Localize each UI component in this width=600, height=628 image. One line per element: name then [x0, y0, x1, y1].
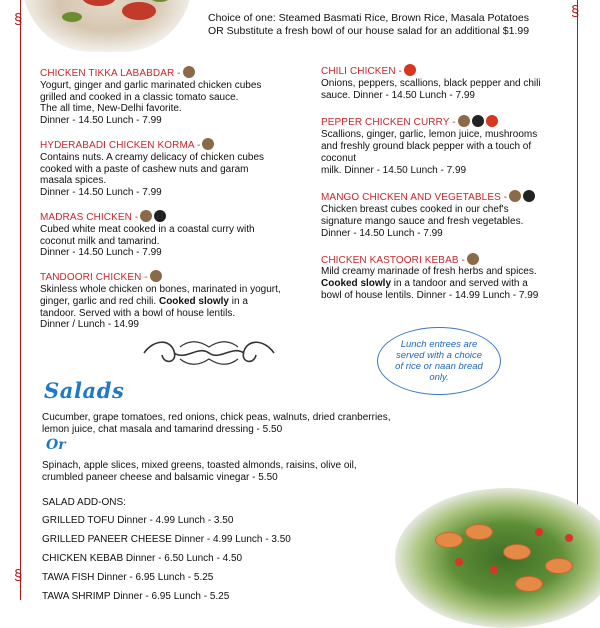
- ornament-icon: §: [14, 567, 23, 584]
- gluten-free-icon: [154, 210, 166, 222]
- item-title: CHICKEN TIKKA LABABDAR -: [40, 68, 181, 79]
- nut-icon: [458, 115, 470, 127]
- item-title: CHICKEN KASTOORI KEBAB -: [321, 254, 465, 266]
- nut-icon: [467, 253, 479, 265]
- item-desc: Scallions, ginger, garlic, lemon juice, mushrooms and freshly ground black pepper with a touch of coconut milk. Dinner - 14.50 Lunch - 7.99: [321, 129, 538, 176]
- ornament-icon: §: [14, 11, 23, 28]
- item-title: PEPPER CHICKEN CURRY -: [321, 117, 456, 129]
- item-title: MADRAS CHICKEN -: [40, 211, 139, 223]
- right-menu-column: [321, 64, 561, 313]
- lunch-note-text: Lunch entrees are served with a choice of rice or naan bread only.: [395, 339, 483, 383]
- shrimp-salad-photo: [395, 488, 600, 628]
- menu-item: [40, 270, 290, 331]
- side-choice-note: Choice of one: Steamed Basmati Rice, Brown Rice, Masala Potatoes OR Substitute a fresh bowl of our house salad for an additional $1.99: [208, 12, 530, 37]
- left-menu-column: [40, 66, 290, 342]
- addon-item: GRILLED PANEER CHEESE Dinner - 4.99 Lunch - 3.50: [42, 534, 291, 545]
- spicy-icon: [404, 64, 416, 76]
- menu-item: [321, 253, 561, 302]
- chicken-dish-photo: [22, 0, 192, 52]
- lunch-note-badge: [377, 327, 501, 395]
- item-desc: Skinless whole chicken on bones, marinated in yogurt, ginger, garlic and red chili. Cooked slowly in a tandoor. Served with a bowl of house lentils. Dinner / Lunch - 14.99: [40, 283, 281, 331]
- nut-icon: [140, 210, 152, 222]
- salads-heading: Salads: [44, 378, 125, 403]
- item-title: TANDOORI CHICKEN -: [40, 272, 148, 284]
- item-title: MANGO CHICKEN AND VEGETABLES -: [321, 192, 508, 204]
- item-desc: Mild creamy marinade of fresh herbs and spices. Cooked slowly in a tandoor and served with a bowl of house lentils. Dinner - 14.99 Lunch - 7.99: [321, 266, 539, 301]
- addon-item: TAWA FISH Dinner - 6.95 Lunch - 5.25: [42, 572, 214, 583]
- item-desc: Cubed white meat cooked in a coastal curry with coconut milk and tamarind. Dinner - 14.50 Lunch - 7.99: [40, 223, 255, 259]
- menu-item: [40, 138, 290, 199]
- spicy-icon: [486, 115, 498, 127]
- item-desc: Yogurt, ginger and garlic marinated chicken cubes grilled and cooked in a classic tomato sauce. The all time, New-Delhi favorite. Dinner - 14.50 Lunch - 7.99: [40, 79, 262, 127]
- item-title: HYDERABADI CHICKEN KORMA -: [40, 139, 201, 151]
- ornament-icon: §: [571, 3, 580, 20]
- gluten-free-icon: [523, 190, 535, 202]
- item-desc: Chicken breast cubes cooked in our chef's signature mango sauce and fresh vegetables. Dinner - 14.50 Lunch - 7.99: [321, 204, 524, 239]
- menu-item: [321, 64, 561, 101]
- flourish-divider-icon: [140, 335, 278, 371]
- menu-item: [40, 210, 290, 259]
- salad-addons-heading: SALAD ADD-ONS:: [42, 497, 126, 508]
- addon-item: TAWA SHRIMP Dinner - 6.95 Lunch - 5.25: [42, 591, 230, 602]
- nut-icon: [150, 270, 162, 282]
- item-desc: Contains nuts. A creamy delicacy of chicken cubes cooked with a paste of cashew nuts and garam masala spices. Dinner - 14.50 Lunch - 7.99: [40, 151, 265, 199]
- nut-icon: [509, 190, 521, 202]
- item-title: CHILI CHICKEN -: [321, 66, 402, 77]
- addon-item: CHICKEN KEBAB Dinner - 6.50 Lunch - 4.50: [42, 553, 243, 564]
- menu-item: [40, 66, 290, 127]
- item-desc: Onions, peppers, scallions, black pepper and chili sauce. Dinner - 14.50 Lunch - 7.99: [321, 77, 541, 101]
- salad-option-1: Cucumber, grape tomatoes, red onions, chick peas, walnuts, dried cranberries, lemon juice, chat masala and tamarind dressing - 5.50: [42, 412, 391, 435]
- or-label: Or: [46, 437, 66, 453]
- addon-item: GRILLED TOFU Dinner - 4.99 Lunch - 3.50: [42, 515, 234, 526]
- menu-item: [321, 115, 561, 176]
- nut-icon: [202, 138, 214, 150]
- gluten-free-icon: [472, 115, 484, 127]
- nut-icon: [183, 66, 195, 78]
- menu-item: [321, 190, 561, 239]
- salad-option-2: Spinach, apple slices, mixed greens, toasted almonds, raisins, olive oil, crumbled paneer cheese and balsamic vinegar - 5.50: [42, 460, 357, 483]
- left-border-line: [20, 0, 21, 600]
